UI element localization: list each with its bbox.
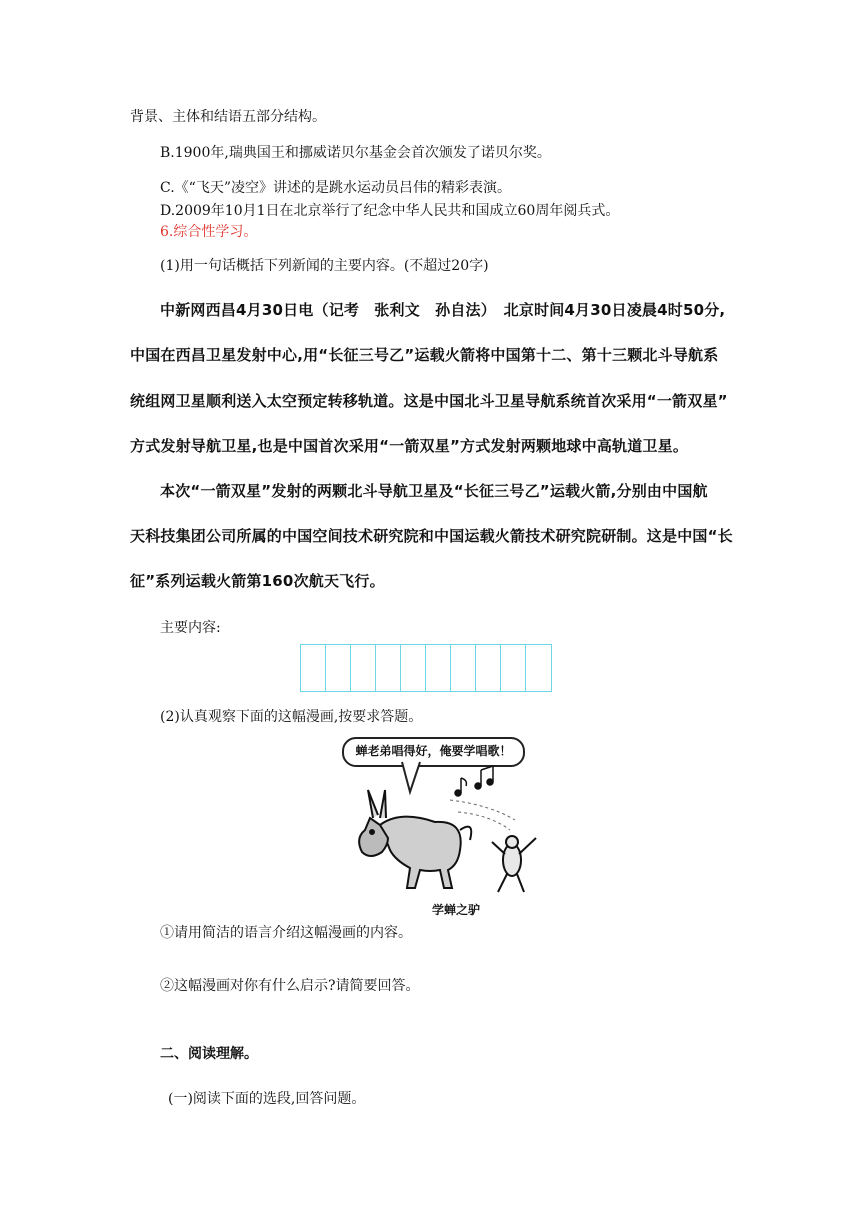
news-line: 中国在西昌卫星发射中心,用“长征三号乙”运载火箭将中国第十二、第十三颗北斗导航系 bbox=[130, 346, 719, 364]
speech-bubble: 蝉老弟唱得好，俺要学唱歌！ bbox=[342, 737, 525, 767]
answer-cell[interactable] bbox=[501, 645, 526, 691]
text-line: 背景、主体和结语五部分结构。 bbox=[130, 109, 326, 125]
question-6-2-2: ②这幅漫画对你有什么启示?请简要回答。 bbox=[160, 978, 420, 994]
answer-cell[interactable] bbox=[401, 645, 426, 691]
answer-cell[interactable] bbox=[351, 645, 376, 691]
news-line: 方式发射导航卫星,也是中国首次采用“一箭双星”方式发射两颗地球中高轨道卫星。 bbox=[130, 437, 689, 455]
cartoon-illustration bbox=[340, 760, 560, 905]
answer-cell[interactable] bbox=[376, 645, 401, 691]
donkey-figure bbox=[359, 790, 471, 888]
section-2-sub: (一)阅读下面的选段,回答问题。 bbox=[168, 1091, 366, 1107]
music-notes-icon bbox=[455, 766, 493, 796]
answer-cell[interactable] bbox=[426, 645, 451, 691]
motion-lines bbox=[450, 800, 515, 830]
answer-cell[interactable] bbox=[526, 645, 551, 691]
option-d: D.2009年10月1日在北京举行了纪念中华人民共和国成立60周年阅兵式。 bbox=[160, 203, 620, 219]
answer-cell[interactable] bbox=[476, 645, 501, 691]
question-6-1: (1)用一句话概括下列新闻的主要内容。(不超过20字) bbox=[160, 258, 489, 274]
news-line: 统组网卫星顺利送入太空预定转移轨道。这是中国北斗卫星导航系统首次采用“一箭双星” bbox=[130, 392, 728, 410]
answer-grid[interactable] bbox=[300, 644, 552, 692]
question-6-title: 6.综合性学习。 bbox=[160, 224, 258, 240]
news-line: 征”系列运载火箭第160次航天飞行。 bbox=[130, 572, 385, 590]
main-content-label: 主要内容: bbox=[160, 620, 221, 636]
cartoon-caption: 学蝉之驴 bbox=[432, 903, 481, 917]
section-2-title: 二、阅读理解。 bbox=[160, 1046, 258, 1062]
option-b: B.1900年,瑞典国王和挪威诺贝尔基金会首次颁发了诺贝尔奖。 bbox=[160, 145, 551, 161]
answer-cell[interactable] bbox=[326, 645, 351, 691]
cicada-figure bbox=[492, 836, 536, 892]
answer-cell[interactable] bbox=[301, 645, 326, 691]
news-line: 本次“一箭双星”发射的两颗北斗导航卫星及“长征三号乙”运载火箭,分别由中国航 bbox=[160, 482, 708, 500]
option-c: C.《“飞天”凌空》讲述的是跳水运动员吕伟的精彩表演。 bbox=[160, 180, 511, 196]
question-6-2: (2)认真观察下面的这幅漫画,按要求答题。 bbox=[160, 709, 423, 725]
news-line: 天科技集团公司所属的中国空间技术研究院和中国运载火箭技术研究院研制。这是中国“长 bbox=[130, 527, 733, 545]
question-6-2-1: ①请用简洁的语言介绍这幅漫画的内容。 bbox=[160, 925, 412, 941]
answer-cell[interactable] bbox=[451, 645, 476, 691]
news-line: 中新网西昌4月30日电（记考 张利文 孙自法） 北京时间4月30日凌晨4时50分, bbox=[160, 301, 726, 319]
speech-tail bbox=[402, 762, 420, 792]
